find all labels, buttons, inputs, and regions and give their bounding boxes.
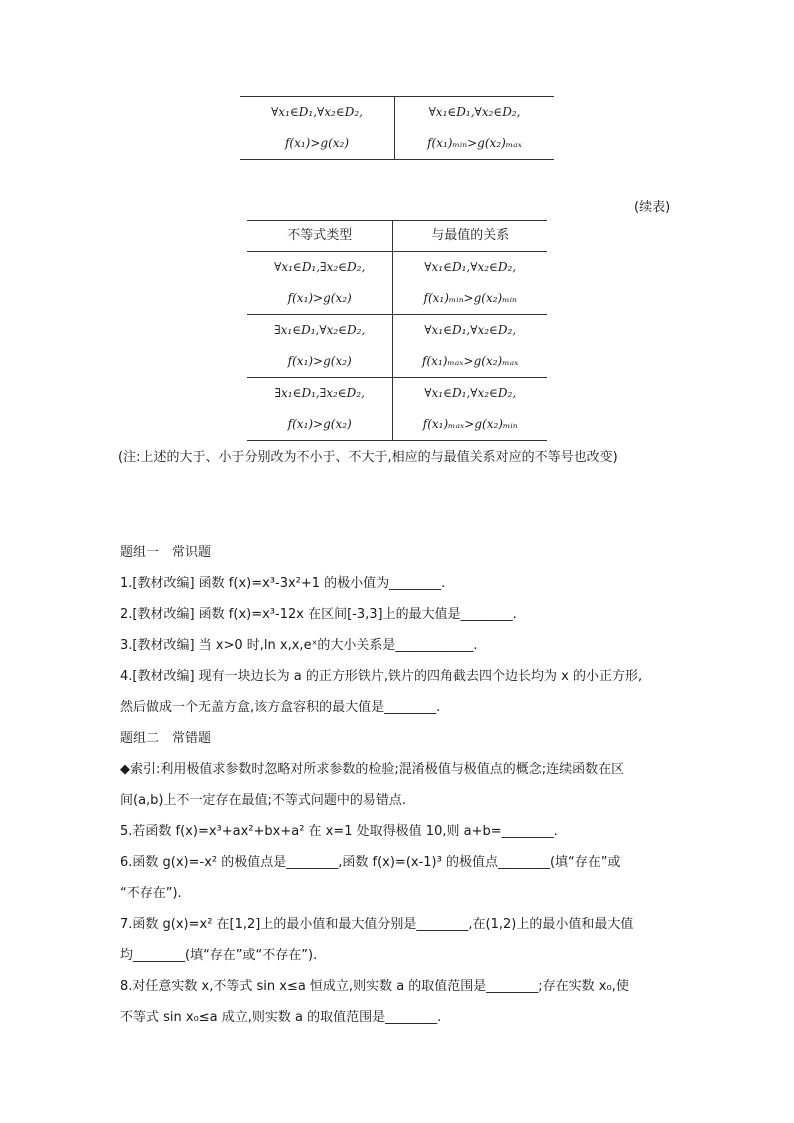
cell-text: f(x₁)ₘₐₓ>g(x₂)ₘₐₓ	[422, 354, 519, 368]
cell-text: ∃x₁∈D₁,∃x₂∈D₂,	[274, 386, 365, 400]
question-4: 4.[教材改编] 现有一块边长为 a 的正方形铁片,铁片的四角截去四个边长均为 x 的小正方形,	[120, 669, 643, 684]
question-5: 5.若函数 f(x)=x³+ax²+bx+a² 在 x=1 处取得极值 10,则 a+b=________.	[120, 824, 558, 839]
cell-text: f(x₁)>g(x₂)	[284, 136, 350, 150]
table-cell	[247, 252, 393, 315]
index-note-cont: 间(a,b)上不一定存在最值;不等式问题中的易错点.	[120, 793, 407, 808]
cell-text: f(x₁)>g(x₂)	[287, 354, 352, 368]
question-2: 2.[教材改编] 函数 f(x)=x³-12x 在区间[-3,3]上的最大值是________.	[120, 607, 517, 622]
cell-text: f(x₁)>g(x₂)	[287, 291, 352, 305]
table-cell	[393, 378, 547, 441]
cell-text: ∀x₁∈D₁,∀x₂∈D₂,	[271, 105, 363, 119]
section-heading: 题组二 常错题	[120, 731, 212, 746]
question-7: 7.函数 g(x)=x² 在[1,2]上的最小值和最大值分别是________,在(1,2)上的最小值和最大值	[120, 917, 634, 932]
cell-text: ∀x₁∈D₁,∀x₂∈D₂,	[424, 386, 517, 400]
section-heading: 题组一 常识题	[120, 545, 212, 560]
inequality-table	[247, 220, 547, 441]
header-relation: 与最值的关系	[393, 221, 547, 252]
question-3: 3.[教材改编] 当 x>0 时,ln x,x,eˣ的大小关系是____________.	[120, 638, 478, 653]
top-table-fragment	[240, 96, 554, 160]
cell-text: f(x₁)ₘᵢₙ>g(x₂)ₘᵢₙ	[423, 291, 517, 305]
cell-text: f(x₁)ₘᵢₙ>g(x₂)ₘₐₓ	[427, 136, 522, 150]
cell-text: ∃x₁∈D₁,∀x₂∈D₂,	[274, 323, 366, 337]
table-cell	[240, 97, 395, 160]
table-note: (注:上述的大于、小于分别改为不小于、不大于,相应的与最值关系对应的不等号也改变)	[118, 450, 618, 465]
question-1: 1.[教材改编] 函数 f(x)=x³-3x²+1 的极小值为________.	[120, 576, 446, 591]
continued-label: (续表)	[634, 200, 671, 215]
question-6: 6.函数 g(x)=-x² 的极值点是________,函数 f(x)=(x-1)³ 的极值点________(填“存在”或	[120, 855, 621, 870]
question-4-cont: 然后做成一个无盖方盒,该方盒容积的最大值是________.	[120, 700, 441, 715]
table-cell	[393, 315, 547, 378]
table-cell	[395, 97, 554, 160]
question-7-cont: 均________(填“存在”或“不存在”).	[120, 948, 318, 963]
question-6-cont: “不存在”).	[120, 886, 182, 901]
table-row	[247, 252, 547, 315]
header-inequality-type: 不等式类型	[247, 221, 393, 252]
cell-text: f(x₁)ₘₐₓ>g(x₂)ₘᵢₙ	[422, 417, 518, 431]
cell-text: ∀x₁∈D₁,∃x₂∈D₂,	[274, 260, 366, 274]
table-row	[247, 378, 547, 441]
question-8: 8.对任意实数 x,不等式 sin x≤a 恒成立,则实数 a 的取值范围是________;存在实数 x₀,使	[120, 979, 629, 994]
cell-text: ∀x₁∈D₁,∀x₂∈D₂,	[424, 260, 517, 274]
index-note: ◆索引:利用极值求参数时忽略对所求参数的检验;混淆极值与极值点的概念;连续函数在区	[120, 762, 625, 777]
table-cell	[247, 378, 393, 441]
table-cell	[393, 252, 547, 315]
question-8-cont: 不等式 sin x₀≤a 成立,则实数 a 的取值范围是________.	[120, 1010, 442, 1025]
cell-text: f(x₁)>g(x₂)	[287, 417, 352, 431]
table-cell	[247, 315, 393, 378]
table-row	[247, 315, 547, 378]
cell-text: ∀x₁∈D₁,∀x₂∈D₂,	[428, 105, 521, 119]
cell-text: ∀x₁∈D₁,∀x₂∈D₂,	[424, 323, 517, 337]
